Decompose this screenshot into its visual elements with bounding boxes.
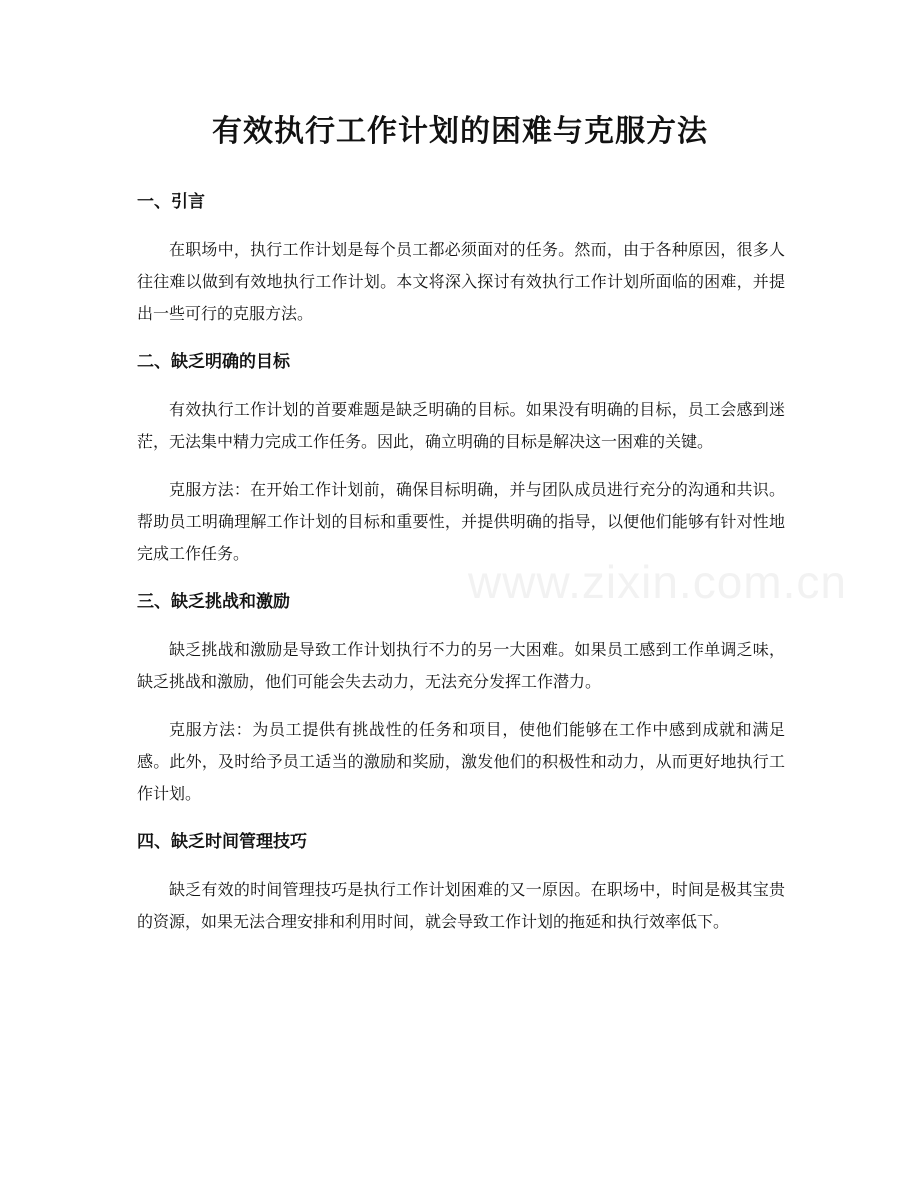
document-body (137, 186, 785, 954)
paragraph: 缺乏挑战和激励是导致工作计划执行不力的另一大困难。如果员工感到工作单调乏味，缺乏挑战和激励，他们可能会失去动力，无法充分发挥工作潜力。 (137, 640, 785, 691)
section-introduction (137, 186, 785, 330)
paragraph: 克服方法：在开始工作计划前，确保目标明确，并与团队成员进行充分的沟通和共识。帮助员工明确理解工作计划的目标和重要性，并提供明确的指导，以便他们能够有针对性地完成工作任务。 (137, 480, 785, 563)
document-title: 有效执行工作计划的困难与克服方法 (212, 114, 708, 149)
section-heading: 二、缺乏明确的目标 (137, 352, 290, 372)
section-heading: 四、缺乏时间管理技巧 (137, 832, 307, 852)
section-challenge-motivation (137, 586, 785, 810)
paragraph: 有效执行工作计划的首要难题是缺乏明确的目标。如果没有明确的目标，员工会感到迷茫，无法集中精力完成工作任务。因此，确立明确的目标是解决这一困难的关键。 (137, 400, 785, 451)
paragraph: 缺乏有效的时间管理技巧是执行工作计划困难的又一原因。在职场中，时间是极其宝贵的资源，如果无法合理安排和利用时间，就会导致工作计划的拖延和执行效率低下。 (137, 880, 785, 931)
watermark: www.zixin.com.cn (468, 556, 847, 608)
section-heading: 三、缺乏挑战和激励 (137, 592, 290, 612)
paragraph: 在职场中，执行工作计划是每个员工都必须面对的任务。然而，由于各种原因，很多人往往难以做到有效地执行工作计划。本文将深入探讨有效执行工作计划所面临的困难，并提出一些可行的克服方法。 (137, 240, 785, 323)
section-clear-goals (137, 346, 785, 570)
section-heading: 一、引言 (137, 192, 205, 212)
section-time-management (137, 826, 785, 938)
paragraph: 克服方法：为员工提供有挑战性的任务和项目，使他们能够在工作中感到成就和满足感。此外，及时给予员工适当的激励和奖励，激发他们的积极性和动力，从而更好地执行工作计划。 (137, 720, 785, 803)
